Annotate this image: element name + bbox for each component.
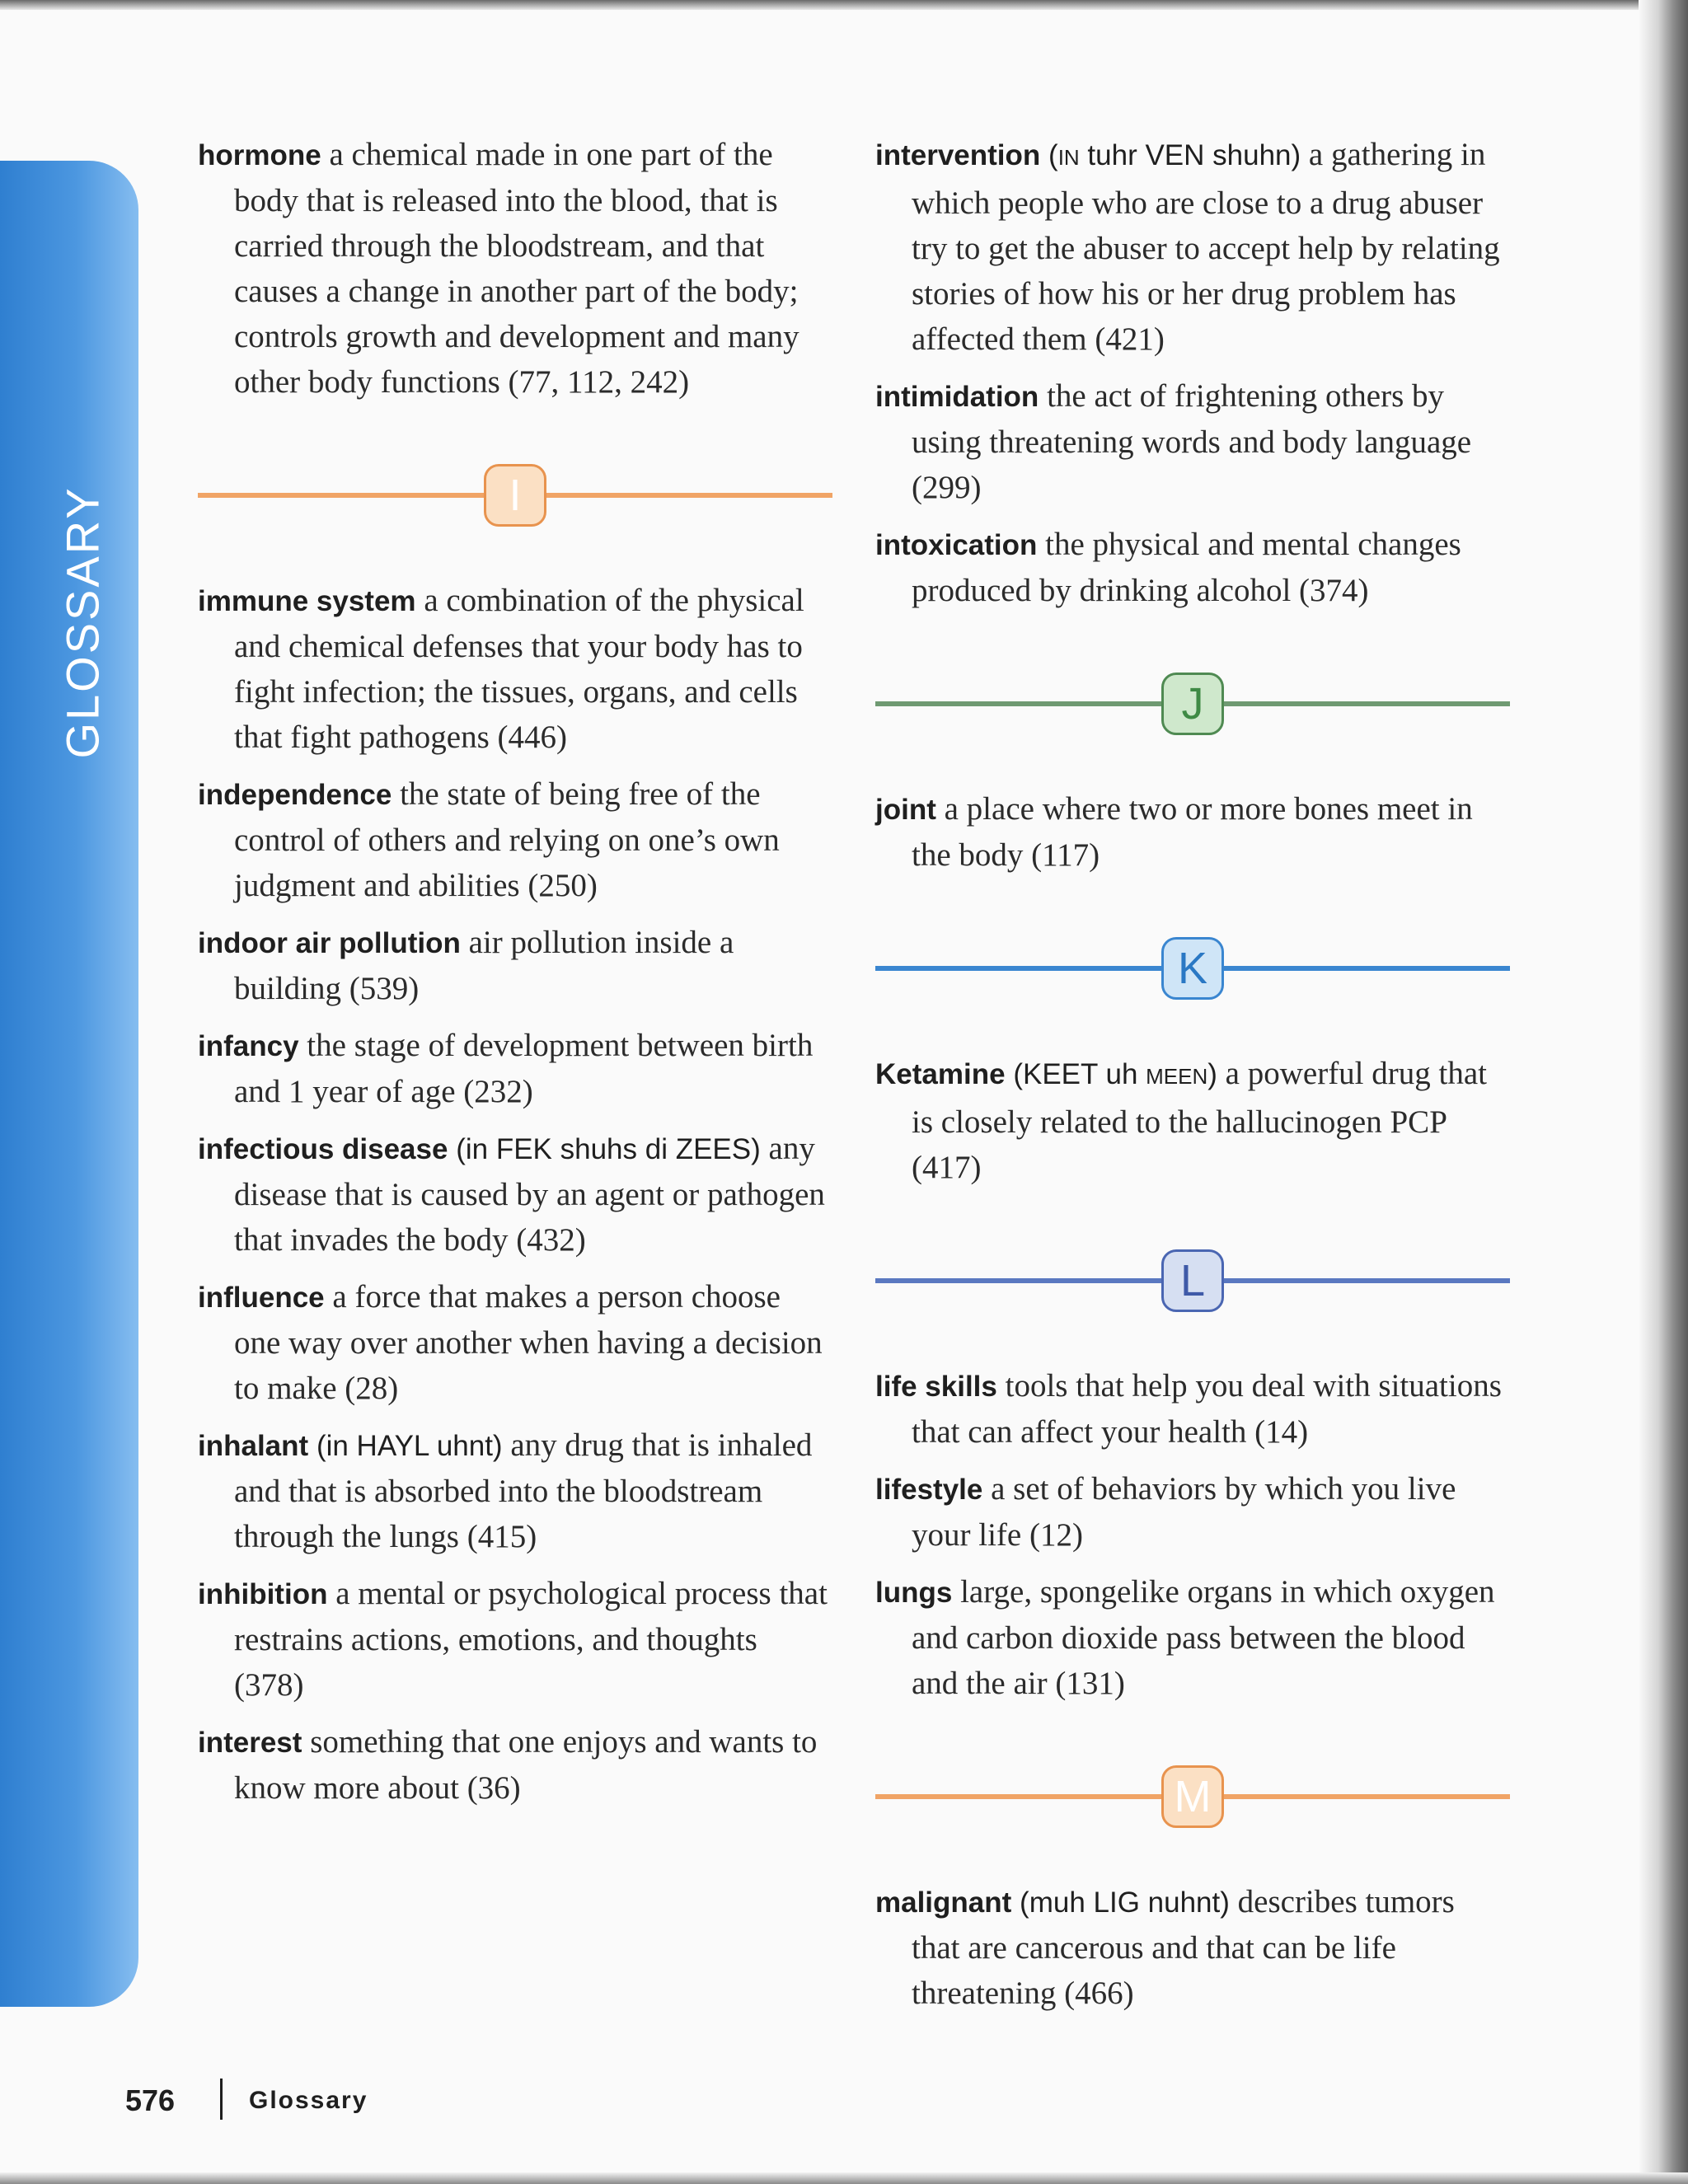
glossary-definition: the physical and mental changes produced by drinking alcohol (374) xyxy=(912,527,1461,608)
scan-edge-top xyxy=(0,0,1688,10)
glossary-entry xyxy=(198,578,832,760)
letter-divider-l xyxy=(875,1231,1510,1330)
glossary-entry xyxy=(875,1569,1510,1706)
glossary-definition: air pollution inside a building (539) xyxy=(234,925,734,1006)
pronunciation-part: ( xyxy=(1048,139,1058,171)
glossary-pronunciation: (in FEK shuhs di ZEES) xyxy=(456,1133,761,1165)
glossary-entry xyxy=(875,1879,1510,2016)
glossary-entry xyxy=(875,522,1510,613)
glossary-term: infectious disease xyxy=(198,1133,448,1165)
glossary-definition: a force that makes a person choose one way over another when having a decision to make (28) xyxy=(234,1279,823,1406)
glossary-term: independence xyxy=(198,779,392,811)
glossary-entry xyxy=(198,771,832,908)
glossary-pronunciation: (muh LIG nuhnt) xyxy=(1020,1886,1230,1919)
letter-divider-m xyxy=(875,1747,1510,1846)
glossary-term: immune system xyxy=(198,585,416,617)
glossary-term: Ketamine xyxy=(875,1058,1006,1090)
letter-divider-j xyxy=(875,654,1510,753)
footer-separator xyxy=(220,2079,223,2120)
glossary-entry xyxy=(198,1023,832,1114)
glossary-entry xyxy=(875,373,1510,510)
pronunciation-part: tuhr VEN shuhn) xyxy=(1079,139,1301,171)
glossary-term: joint xyxy=(875,794,936,826)
glossary-entry xyxy=(875,132,1510,362)
glossary-definition: large, spongelike organs in which oxygen and carbon dioxide pass between the blood and the air (131) xyxy=(912,1574,1495,1701)
pronunciation-part: MEEN xyxy=(1146,1064,1208,1089)
glossary-entry xyxy=(198,1126,832,1263)
glossary-definition: tools that help you deal with situations that can affect your health (14) xyxy=(912,1368,1502,1450)
glossary-entry xyxy=(875,1466,1510,1558)
glossary-term: hormone xyxy=(198,139,321,171)
glossary-term: inhalant xyxy=(198,1430,309,1462)
letter-badge: L xyxy=(1161,1249,1224,1312)
glossary-entry xyxy=(198,920,832,1011)
glossary-definition: a mental or psychological process that restrains actions, emotions, and thoughts (378) xyxy=(234,1576,828,1703)
glossary-definition: the act of frightening others by using threatening words and body language (299) xyxy=(912,378,1472,505)
pronunciation-part: IN xyxy=(1057,145,1080,170)
letter-badge: J xyxy=(1161,673,1224,735)
letter-badge: I xyxy=(484,464,546,527)
glossary-pronunciation: (in HAYL uhnt) xyxy=(316,1430,503,1462)
glossary-pronunciation xyxy=(1013,1058,1217,1090)
glossary-definition: the state of being free of the control of others and relying on one’s own judgment and abilities (250) xyxy=(234,776,780,903)
glossary-term: inhibition xyxy=(198,1578,328,1610)
pronunciation-part: ) xyxy=(1207,1058,1217,1090)
glossary-definition: the stage of development between birth and 1 year of age (232) xyxy=(234,1028,814,1109)
glossary-definition: something that one enjoys and wants to know more about (36) xyxy=(234,1724,818,1806)
glossary-definition: a gathering in which people who are close to a drug abuser try to get the abuser to accept help by relating stories of how his or her drug problem has affected them (421) xyxy=(912,137,1500,357)
glossary-term: intoxication xyxy=(875,529,1038,561)
glossary-pronunciation xyxy=(1048,139,1301,171)
glossary-entry xyxy=(875,1051,1510,1190)
letter-divider-k xyxy=(875,919,1510,1018)
glossary-term: malignant xyxy=(875,1886,1012,1919)
glossary-definition: any disease that is caused by an agent or pathogen that invades the body (432) xyxy=(234,1131,825,1258)
glossary-entry xyxy=(198,1719,832,1811)
pronunciation-part: (KEET uh xyxy=(1013,1058,1146,1090)
glossary-term: life skills xyxy=(875,1371,997,1403)
letter-badge: K xyxy=(1161,937,1224,1000)
scan-edge-right xyxy=(1639,0,1688,2184)
glossary-entry xyxy=(198,1422,832,1559)
page-number: 576 xyxy=(125,2083,176,2117)
scan-edge-bottom xyxy=(0,2172,1688,2184)
glossary-definition: a chemical made in one part of the body that is released into the blood, that is carried through the bloodstream, and that causes a change in another part of the body; controls growth and development and many other body functions (77, 112, 242) xyxy=(234,137,799,400)
right-column xyxy=(875,132,1510,2027)
glossary-definition: a set of behaviors by which you live your life (12) xyxy=(912,1471,1456,1553)
glossary-term: lungs xyxy=(875,1577,953,1609)
glossary-side-tab xyxy=(0,161,138,2007)
glossary-term: infancy xyxy=(198,1030,299,1062)
glossary-definition: a powerful drug that is closely related to the hallucinogen PCP (417) xyxy=(912,1056,1487,1185)
glossary-entry xyxy=(198,132,832,405)
letter-divider-i xyxy=(198,446,832,545)
glossary-definition: a place where two or more bones meet in the body (117) xyxy=(912,791,1473,873)
glossary-term: lifestyle xyxy=(875,1474,983,1506)
glossary-entry xyxy=(198,1274,832,1411)
glossary-definition: a combination of the physical and chemical defenses that your body has to fight infection; the tissues, organs, and cells that fight pathogens (446) xyxy=(234,583,804,755)
glossary-definition: any drug that is inhaled and that is absorbed into the bloodstream through the lungs (415) xyxy=(234,1427,813,1554)
footer-title: Glossary xyxy=(249,2087,368,2114)
left-column xyxy=(198,132,832,1822)
glossary-term: interest xyxy=(198,1727,302,1759)
letter-badge: M xyxy=(1161,1765,1224,1828)
glossary-entry xyxy=(875,1363,1510,1455)
glossary-term: intervention xyxy=(875,139,1041,171)
glossary-term: intimidation xyxy=(875,381,1039,413)
side-tab-label: GLOSSARY xyxy=(56,485,109,759)
glossary-term: influence xyxy=(198,1282,325,1314)
glossary-definition: describes tumors that are cancerous and that can be life threatening (466) xyxy=(912,1884,1455,2011)
glossary-term: indoor air pollution xyxy=(198,927,461,959)
glossary-entry xyxy=(198,1571,832,1708)
glossary-entry xyxy=(875,786,1510,878)
